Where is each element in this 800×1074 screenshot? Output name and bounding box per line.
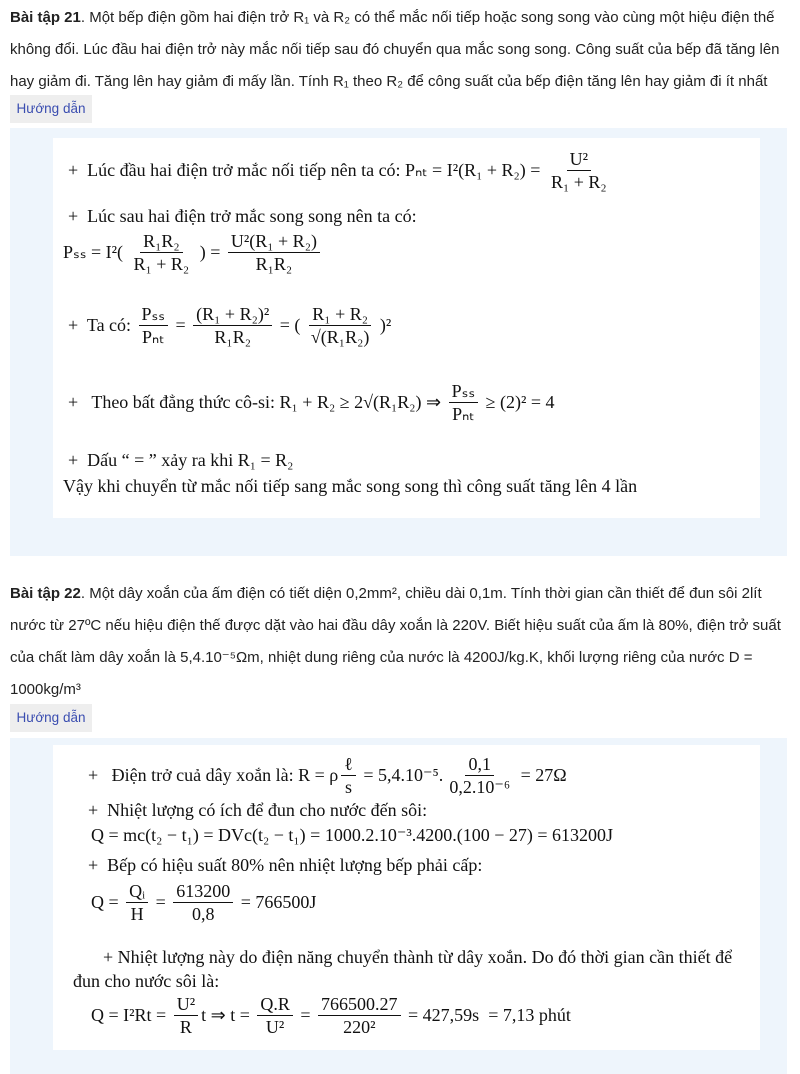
numerator: R₁ + R₂ [309, 303, 371, 326]
fraction [173, 880, 233, 925]
denominator: H [130, 904, 144, 924]
formula-text: Q = [91, 892, 124, 912]
fraction [126, 880, 148, 925]
numerator: Q.R [257, 993, 293, 1016]
formula-text: = 766500J [236, 892, 317, 912]
solution-line [68, 148, 613, 193]
numerator: U² [174, 993, 198, 1016]
formula-text: Pₛₛ = I²( [63, 242, 128, 262]
denominator: R₁ + R₂ [133, 254, 190, 274]
denominator: √(R₁R₂) [310, 327, 370, 347]
formula-text: )² [375, 315, 392, 335]
numerator: ℓ [341, 753, 356, 776]
solution-line [91, 825, 613, 846]
formula-text: + Nhiệt lượng có ích để đun cho nước đến sôi: [88, 800, 428, 820]
denominator: 0,8 [192, 904, 215, 924]
solution-22-box [10, 738, 787, 1074]
problem-22-body: . Một dây xoắn của ấm điện có tiết diện 0,2mm², chiều dài 0,1m. Tính thời gian cần thiết để đun sôi 2lít nước từ 27ºC nếu hiệu điện thế được dặt vào hai đầu dây xoắn là 220V. Biết hiệu suất của ấm là 80%, điện trở suất của chất làm dây xoắn là 5,4.10⁻⁵Ωm, nhiệt dung riêng của nước là 4200J/kg.K, khối lượng riêng của nước D = 1000kg/m³ [10, 585, 781, 698]
numerator: U² [567, 148, 591, 171]
formula-text: + Ta có: [68, 315, 136, 335]
formula-text: ) = [195, 242, 225, 262]
guide-button-22[interactable]: Hướng dẫn [10, 704, 92, 732]
denominator: Pₙₜ [142, 327, 165, 347]
formula-text: t ⇒ t = [201, 1005, 255, 1025]
formula-text: + Theo bất đẳng thức cô-si: R₁ + R₂ ≥ 2√(R₁R₂) ⇒ [68, 392, 446, 412]
denominator: R₁ + R₂ [550, 172, 607, 192]
solution-line [91, 880, 316, 925]
fraction [130, 230, 192, 275]
formula-text: = 427,59s = 7,13 phút [403, 1005, 571, 1025]
solution-line [68, 380, 555, 425]
numerator: Pₛₛ [449, 380, 478, 403]
formula-text: Vậy khi chuyển từ mắc nối tiếp sang mắc song song thì công suất tăng lên 4 lần [63, 476, 638, 496]
solution-line [68, 450, 293, 471]
solution-line [63, 230, 323, 275]
solution-line [73, 945, 753, 993]
numerator: (R₁ + R₂)² [193, 303, 272, 326]
solution-line [91, 993, 571, 1038]
problem-22-title: Bài tập 22 [10, 585, 81, 602]
numerator: 766500.27 [318, 993, 401, 1016]
formula-text: + Lúc đầu hai điện trở mắc nối tiếp nên ta có: Pₙₜ = I²(R₁ + R₂) = [68, 160, 545, 180]
denominator: U² [265, 1017, 285, 1037]
denominator: 0,2.10⁻⁶ [449, 777, 511, 797]
formula-text: Q = I²Rt = [91, 1005, 171, 1025]
guide-button-21[interactable]: Hướng dẫn [10, 95, 92, 123]
denominator: 220² [343, 1017, 376, 1037]
fraction [257, 993, 293, 1038]
numerator: U²(R₁ + R₂) [228, 230, 320, 253]
fraction [174, 993, 198, 1038]
denominator: R₁R₂ [214, 327, 251, 347]
numerator: Pₛₛ [139, 303, 168, 326]
solution-line [63, 476, 637, 497]
fraction [139, 303, 168, 348]
problem-21-text [10, 2, 790, 98]
formula-text: + Lúc sau hai điện trở mắc song song nên ta có: [68, 206, 417, 226]
problem-22-text [10, 578, 790, 706]
numerator: Qᵢ [126, 880, 148, 903]
formula-text: = [171, 315, 191, 335]
denominator: Pₙₜ [452, 404, 475, 424]
formula-text: = [295, 1005, 316, 1025]
denominator: R [179, 1017, 192, 1037]
numerator: 0,1 [465, 753, 494, 776]
denominator: R₁R₂ [255, 254, 293, 274]
fraction [449, 380, 478, 425]
formula-text: = [151, 892, 171, 912]
formula-text: = ( [275, 315, 305, 335]
solution-line [68, 303, 391, 348]
formula-text: ≥ (2)² = 4 [481, 392, 555, 412]
numerator: R₁R₂ [140, 230, 183, 253]
fraction [341, 753, 356, 798]
problem-21-title: Bài tập 21 [10, 9, 81, 26]
formula-text: + Dấu “ = ” xảy ra khi R₁ = R₂ [68, 450, 294, 470]
fraction [308, 303, 372, 348]
formula-text: + Bếp có hiệu suất 80% nên nhiệt lượng bếp phải cấp: [88, 855, 483, 875]
fraction [193, 303, 272, 348]
formula-text: + Nhiệt lượng này do điện năng chuyển thành từ dây xoắn. Do đó thời gian cần thiết để đun cho nước sôi là: [73, 947, 733, 991]
problem-21-body: . Một bếp điện gồm hai điện trở R₁ và R₂ có thể mắc nối tiếp hoặc song song vào cùng một hiệu điện thế không đổi. Lúc đầu hai điện trở này mắc nối tiếp sau đó chuyển qua mắc song song. Công suất của bếp đã tăng lên hay giảm đi. Tăng lên hay giảm đi mấy lần. Tính R₁ theo R₂ để công suất của bếp điện tăng lên hay giảm đi ít nhất [10, 9, 780, 90]
solution-line [88, 800, 427, 821]
formula-text: Q = mc(t₂ − t₁) = DVc(t₂ − t₁) = 1000.2.10⁻³.4200.(100 − 27) = 613200J [91, 825, 614, 845]
numerator: 613200 [173, 880, 233, 903]
fraction [548, 148, 610, 193]
fraction [446, 753, 513, 798]
fraction [228, 230, 320, 275]
solution-line [68, 206, 417, 227]
solution-line [88, 753, 567, 798]
solution-line [88, 855, 482, 876]
formula-text: = 5,4.10⁻⁵. [358, 765, 444, 785]
solution-21-image [53, 138, 760, 518]
fraction [318, 993, 401, 1038]
solution-21-box [10, 128, 787, 556]
formula-text: + Điện trở cuả dây xoắn là: R = ρ [88, 765, 339, 785]
denominator: s [345, 777, 353, 797]
formula-text: = 27Ω [516, 765, 567, 785]
solution-22-image [53, 745, 760, 1050]
